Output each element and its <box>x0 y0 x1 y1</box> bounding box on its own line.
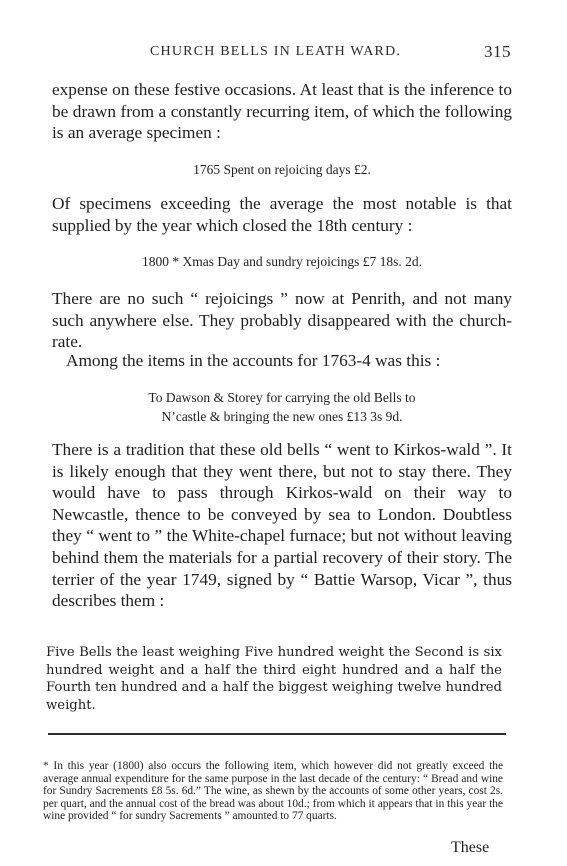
entry-dawson-storey <box>52 388 512 426</box>
page-number: 315 <box>484 42 511 61</box>
paragraph-specimens: Of specimens exceeding the average the most notable is that supplied by the year which closed the 18th century : <box>52 194 512 235</box>
running-head: CHURCH BELLS IN LEATH WARD. <box>150 44 402 59</box>
catchword: These <box>451 839 490 856</box>
paragraph-tradition: There is a tradition that these old bells “ went to Kirkos-wald ”. It is likely enough that they went there, but not to stay there. They would have to pass through Kirkos-wald on their way to Newcastle, thence to be conveyed by sea to London. Doubtless they “ went to ” the White-chapel furnace; but not without leaving behind them the materials for a partial recovery of their story. The terrier of the year 1749, signed by “ Battie Warsop, Vicar ”, thus describes them : <box>52 440 512 611</box>
footnote-rule <box>48 733 506 735</box>
entry-dawson-line-1: To Dawson & Storey for carrying the old Bells to <box>148 390 416 405</box>
footnote: * In this year (1800) also occurs the following item, which however did not greatly exceed the average annual expenditure for the same purpose in the last decade of the century: “ Bread and wine for Sundry Sacrements £8 5s. 6d.” The wine, as shewn by the accounts of some other years, cost 2s. per quart, and the annual cost of the bread was about 10d.; from which it appears that in this year the wine provided “ for sundry Sacrements ” amounted to 77 quarts. <box>43 760 503 823</box>
paragraph-no-rejoicings: There are no such “ rejoicings ” now at Penrith, and not many such anywhere else. They probably disappeared with the church-rate. <box>52 289 512 352</box>
entry-dawson-line-2: N’castle & bringing the new ones £13 3s 9d. <box>161 409 403 424</box>
paragraph-accounts-1763: Among the items in the accounts for 1763-4 was this : <box>66 351 441 370</box>
entry-1800: 1800 * Xmas Day and sundry rejoicings £7 18s. 2d. <box>141 254 423 269</box>
terrier-quote: Five Bells the least weighing Five hundred weight the Second is six hundred weight and a half the third eight hundred and a half the Fourth ten hundred and a half the biggest weighing twelve hundred weight. <box>46 645 502 713</box>
paragraph-festive-expense: expense on these festive occasions. At least that is the inference to be drawn from a constantly recurring item, of which the following is an average specimen : <box>52 80 512 143</box>
entry-1765: 1765 Spent on rejoicing days £2. <box>193 162 371 177</box>
